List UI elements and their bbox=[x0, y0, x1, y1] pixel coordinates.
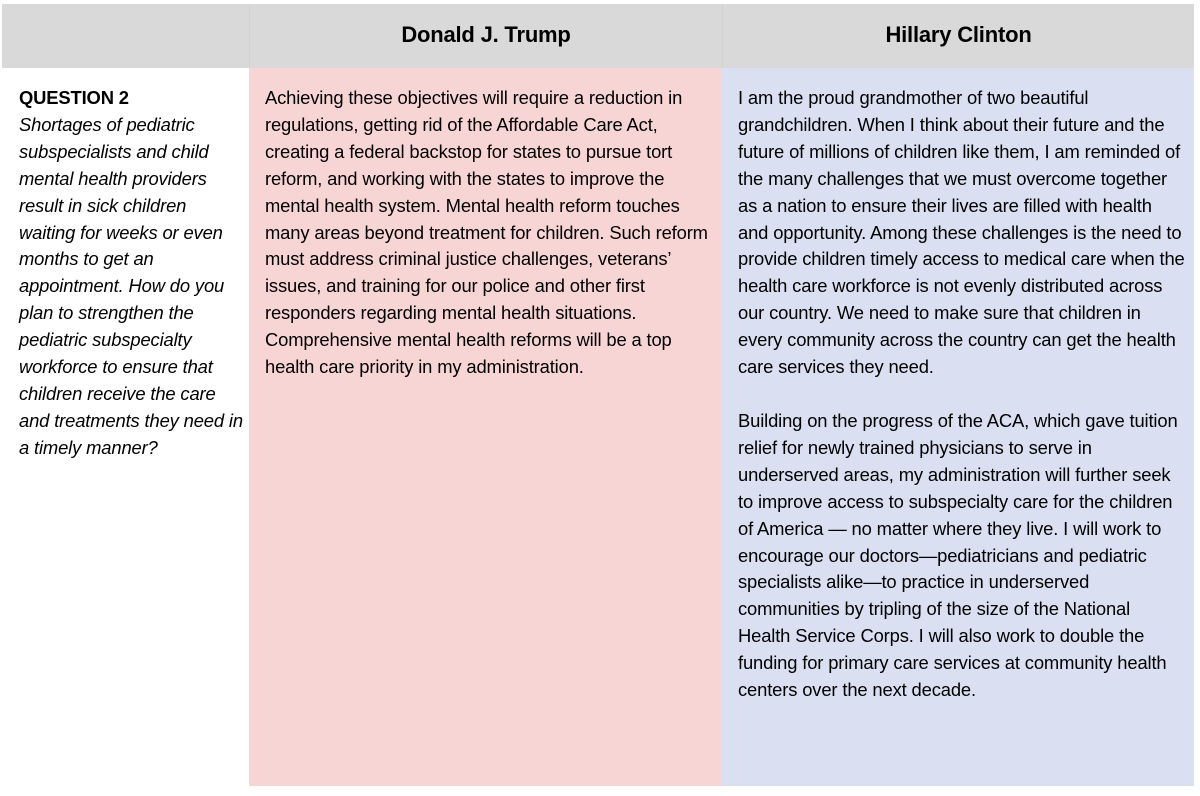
header-clinton-column: Hillary Clinton bbox=[722, 4, 1194, 68]
header-trump-column: Donald J. Trump bbox=[249, 4, 722, 68]
question-label: QUESTION 2 bbox=[19, 87, 129, 108]
comparison-table bbox=[2, 4, 1194, 786]
trump-answer-cell bbox=[249, 68, 722, 786]
clinton-answer-paragraph: I am the proud grandmother of two beautiful grandchildren. When I think about their future and the future of millions of children like them, I am reminded of the many challenges that we must overcome together as a nation to ensure their lives are filled with health and opportunity. Among these challenges is the need to provide children timely access to medical care when the health care workforce is not evenly distributed across our country. We need to make sure that children in every community across the country can get the health care services they need. bbox=[738, 87, 1185, 378]
clinton-answer-cell bbox=[722, 68, 1194, 786]
clinton-answer-paragraph: Building on the progress of the ACA, which gave tuition relief for newly trained physicians to serve in underserved areas, my administration will further seek to improve access to subspecialty care for the children of America — no matter where they live. I will work to encourage our doctors—pediatricians and pediatric specialists alike—to practice in underserved communities by tripling of the size of the National Health Service Corps. I will also work to double the funding for primary care services at community health centers over the next decade. bbox=[738, 409, 1178, 701]
table-row-question-2 bbox=[2, 68, 1194, 786]
trump-answer-paragraph: Achieving these objectives will require a reduction in regulations, getting rid of the Affordable Care Act, creating a federal backstop for states to pursue tort reform, and working with the states to improve the mental health system. Mental health reform touches many areas beyond treatment for children. Such reform must address criminal justice challenges, veterans’ issues, and training for our police and other first responders regarding mental health situations. Comprehensive mental health reforms will be a top health care priority in my administration. bbox=[265, 87, 708, 378]
question-cell bbox=[2, 68, 249, 786]
header-question-column bbox=[2, 4, 249, 68]
table-header-row bbox=[2, 4, 1194, 68]
question-text: Shortages of pediatric subspecialists and child mental health providers result in sick children waiting for weeks or even months to get an appointment. How do you plan to strengthen the pediatric subspecialty workforce to ensure that children receive the care and treatments they need in a timely manner? bbox=[19, 113, 243, 458]
